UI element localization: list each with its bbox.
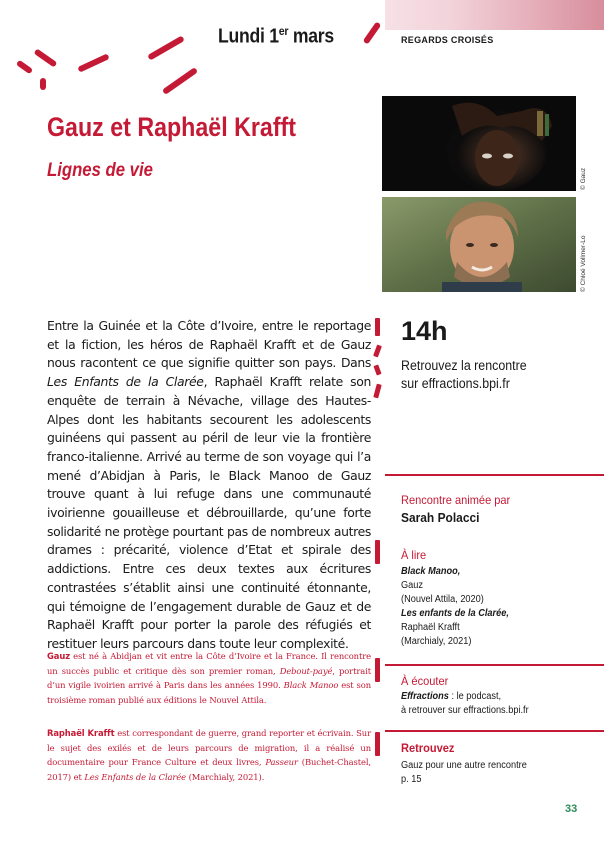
find-title: Retrouvez bbox=[401, 741, 455, 755]
section-label: REGARDS CROISÉS bbox=[401, 35, 494, 45]
accent-bar bbox=[373, 384, 381, 399]
portrait-krafft-image bbox=[382, 197, 576, 292]
find-info: Gauz pour une autre rencontre p. 15 bbox=[401, 760, 527, 785]
accent-bar bbox=[375, 540, 380, 564]
divider bbox=[385, 730, 604, 732]
photo-credit-krafft: © Chloé Vollmer-Lo bbox=[580, 235, 587, 292]
page-date-header bbox=[0, 0, 385, 50]
divider bbox=[385, 664, 604, 666]
article-subtitle: Lignes de vie bbox=[47, 160, 153, 181]
bio-krafft: Raphaël Krafft est correspondant de guerre, grand reporter et écrivain. Sur le sujet des exilés et de leurs parcours de migration, il a réalisé un documentaire pour France Culture et deux livres, Passeur (Buchet-Chastel, 2017) et Les Enfants de la Clarée (Marchialy, 2021). bbox=[47, 728, 371, 782]
portrait-gauz-image bbox=[382, 96, 576, 191]
event-time-note: Retrouvez la rencontre sur effractions.bpi.fr bbox=[401, 358, 527, 391]
book-title: Les Enfants de la Clarée bbox=[47, 374, 204, 390]
accent-bar bbox=[375, 318, 380, 336]
divider bbox=[385, 474, 604, 476]
listen-title: À écouter bbox=[401, 674, 449, 688]
accent-bar bbox=[373, 364, 381, 375]
moderator-name: Sarah Polacci bbox=[401, 510, 480, 525]
event-date: Lundi 1er mars bbox=[218, 24, 334, 48]
listen-info: Effractions : le podcast, à retrouver sur effractions.bpi.fr bbox=[401, 691, 529, 716]
reading-list: Black Manoo, Gauz (Nouvel Attila, 2020) Les enfants de la Clarée, Raphaël Krafft (Marchialy, 2021) bbox=[401, 566, 509, 647]
section-color-band bbox=[385, 0, 604, 30]
bio-gauz: Gauz est né à Abidjan et vit entre la Côte d’Ivoire et la France. Il rencontre un succès public et critique dès son premier roman, Debout-payé, portrait d’un vigile ivoirien arrivé à Paris dans les années 1990. Black Manoo est son troisième roman publié aux éditions le Nouvel Attila. bbox=[47, 651, 371, 705]
event-time: 14h bbox=[401, 316, 448, 346]
accent-bar bbox=[373, 345, 382, 358]
read-title: À lire bbox=[401, 548, 427, 562]
accent-bar bbox=[375, 732, 380, 756]
accent-bar bbox=[375, 658, 380, 682]
article-title: Gauz et Raphaël Krafft bbox=[47, 112, 297, 142]
photo-krafft bbox=[382, 197, 576, 292]
page-number: 33 bbox=[565, 803, 578, 815]
photo-gauz bbox=[382, 96, 576, 191]
moderator-label: Rencontre animée par bbox=[401, 493, 511, 507]
photo-credit-gauz: © Gauz bbox=[580, 167, 587, 190]
article-body: Entre la Guinée et la Côte d’Ivoire, entre le reportage et la fiction, les héros de Raphaël Krafft et de Gauz nous racontent ce que signifie quitter son pays. Dans Les Enfants de la Clarée, Raphaël Krafft relate son enquête de terrain à Névache, village des Hautes-Alpes dont les habitants secourent les adolescents guinéens qui passent au péril de leur vie la frontière franco-italienne. Arrivé au terme de son voyage qui l’a mené d’Abidjan à Paris, le Black Manoo de Gauz trouve quant à lui refuge dans une communauté ivoirienne gouailleuse et débrouillarde, qu’une forte solidarité ne protège pourtant pas de nombreux autres drames : précarité, violence d’Etat et spirale des addictions. Entre ces deux textes aux écritures contrastées s’établit ainsi une continuité étonnante, qui témoigne de l’engagement durable de Gauz et de Raphaël Krafft pour porter la parole des réfugiés et restituer leurs parcours dans toute leur complexité. bbox=[47, 318, 371, 651]
